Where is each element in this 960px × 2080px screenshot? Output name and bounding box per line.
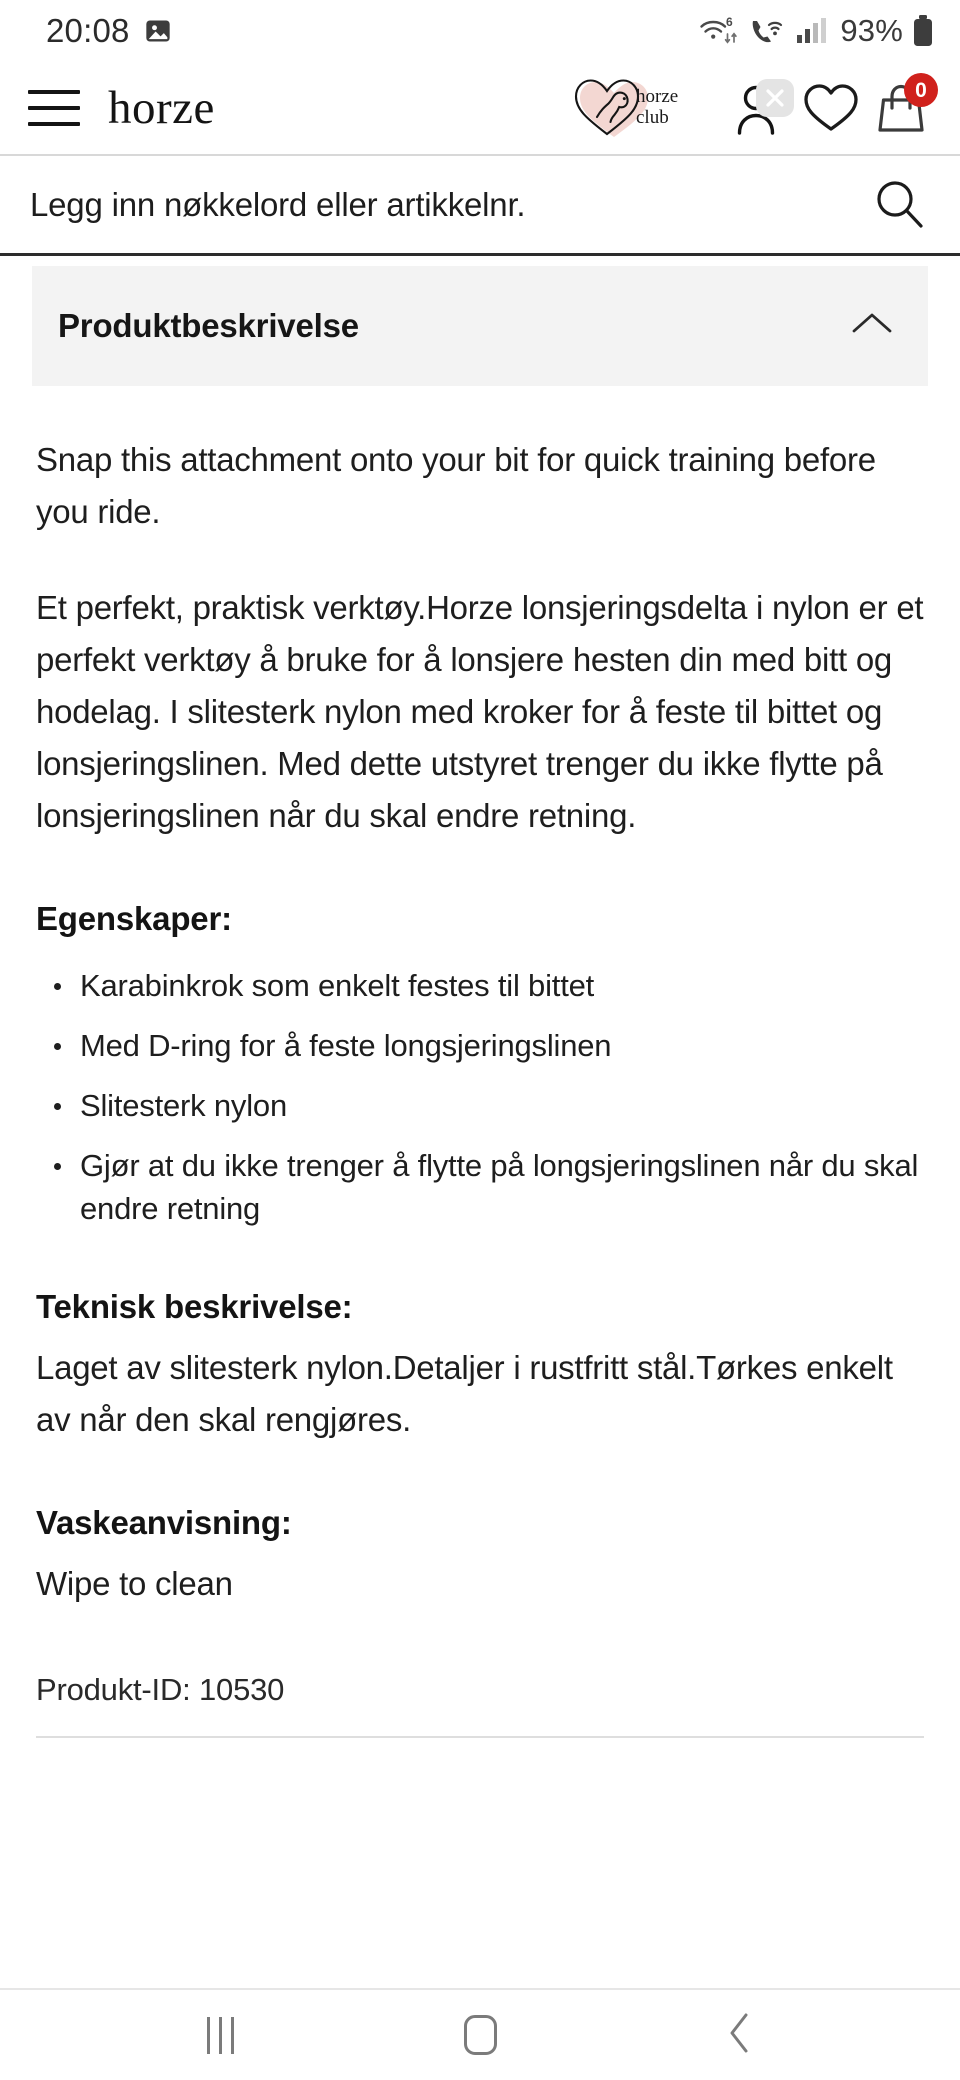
app-header <box>0 62 960 156</box>
account-button[interactable] <box>726 73 796 143</box>
wifi-calling-icon <box>748 16 786 46</box>
club-wordmark <box>636 86 678 128</box>
recents-icon <box>207 2017 234 2054</box>
svg-text:6: 6 <box>726 15 734 29</box>
description-body <box>0 434 960 1738</box>
chevron-up-icon[interactable] <box>850 310 894 343</box>
cart-button[interactable] <box>866 73 936 143</box>
wifi6-icon <box>699 15 739 47</box>
signal-bars-icon <box>795 17 827 45</box>
home-button[interactable] <box>420 2000 540 2070</box>
battery-icon <box>912 15 934 47</box>
hamburger-menu-icon[interactable] <box>26 84 82 132</box>
status-bar-left <box>46 12 172 50</box>
washing-heading: Vaskeanvisning: <box>36 1504 292 1541</box>
product-id: Produkt-ID: 10530 <box>36 1672 285 1707</box>
brand-logo[interactable]: horze <box>108 81 215 134</box>
club-word-club: club <box>636 107 669 128</box>
wishlist-button[interactable] <box>796 73 866 143</box>
list-item: Med D-ring for å feste longsjeringslinen <box>36 1024 924 1067</box>
description-intro-paragraph: Snap this attachment onto your bit for quick training before you ride. <box>36 441 876 530</box>
technical-heading: Teknisk beskrivelse: <box>36 1288 353 1325</box>
search-input[interactable] <box>30 186 868 224</box>
features-list <box>36 964 924 1230</box>
accordion-title: Produktbeskrivelse <box>58 307 359 344</box>
search-bar[interactable] <box>0 156 960 256</box>
section-divider <box>36 1736 924 1738</box>
recents-button[interactable] <box>160 2000 280 2070</box>
accordion-header-product-description[interactable] <box>32 266 928 386</box>
image-icon <box>144 17 172 45</box>
features-heading: Egenskaper: <box>36 900 232 937</box>
list-item: Karabinkrok som enkelt festes til bittet <box>36 964 924 1007</box>
status-clock: 20:08 <box>46 12 130 49</box>
list-item: Gjør at du ikke trenger å flytte på longsjeringslinen når du skal endre retning <box>36 1144 924 1230</box>
washing-text: Wipe to clean <box>36 1565 233 1602</box>
cart-count-badge: 0 <box>904 73 938 107</box>
home-icon <box>464 2015 497 2055</box>
back-icon <box>725 2011 755 2060</box>
battery-percentage: 93% <box>840 13 903 48</box>
status-bar-right <box>699 13 934 49</box>
horze-club-logo[interactable] <box>574 72 696 144</box>
technical-text: Laget av slitesterk nylon.Detaljer i rustfritt stål.Tørkes enkelt av når den skal rengjøres. <box>36 1349 893 1438</box>
android-nav-bar <box>0 1988 960 2080</box>
back-button[interactable] <box>680 2000 800 2070</box>
heart-icon <box>803 82 859 134</box>
status-bar <box>0 0 960 62</box>
list-item: Slitesterk nylon <box>36 1084 924 1127</box>
description-main-paragraph: Et perfekt, praktisk verktøy.Horze lonsjeringsdelta i nylon er et perfekt verktøy å bruke for å lonsjere hesten din med bitt og hodelag. I slitesterk nylon med kroker for å feste til bittet og lonsjeringslinen. Med dette utstyret trenger du ikke flytte på lonsjeringslinen når du skal endre retning. <box>36 589 924 834</box>
search-icon[interactable] <box>868 173 932 237</box>
close-icon[interactable] <box>756 79 794 117</box>
club-word-horze: horze <box>636 86 679 107</box>
product-description-section <box>0 256 960 1988</box>
